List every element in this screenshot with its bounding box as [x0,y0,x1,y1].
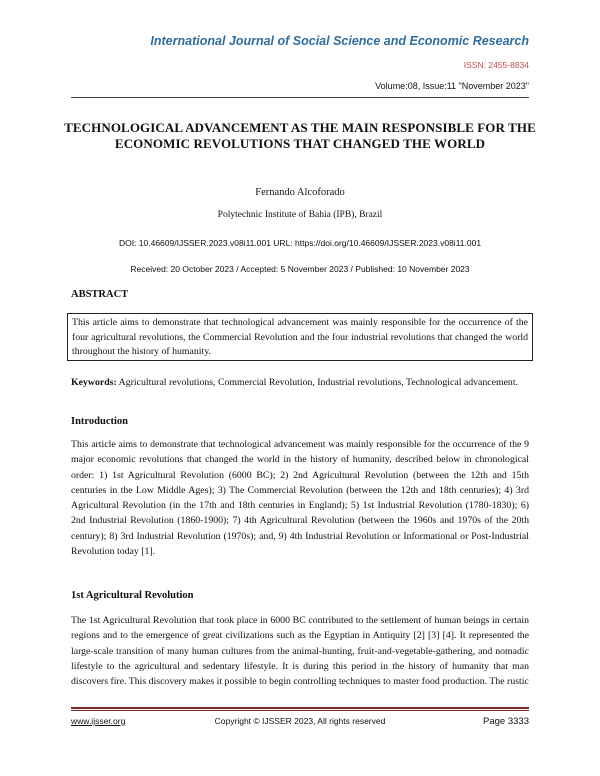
volume-issue: Volume:08, Issue:11 "November 2023" [375,81,529,91]
keywords-text: Agricultural revolutions, Commercial Revolution, Industrial revolutions, Technological advancement. [118,377,518,388]
journal-website-link[interactable]: www.ijsser.org [71,716,126,726]
footer-divider-thin [71,710,529,711]
publication-dates: Received: 20 October 2023 / Accepted: 5 November 2023 / Published: 10 November 2023 [130,264,470,274]
keywords-label: Keywords: [71,377,117,388]
footer-divider [71,707,529,709]
abstract-text: This article aims to demonstrate that technological advancement was mainly responsible for the occurrence of the four agricultural revolutions, the Commercial Revolution and the four industrial revolutions that changed the world throughout the history of humanity. [72,317,528,357]
introduction-heading: Introduction [71,416,128,427]
author-name: Fernando Alcoforado [255,187,345,198]
keywords [71,376,529,391]
header-divider [71,97,529,98]
section-heading-1st-agricultural-revolution: 1st Agricultural Revolution [71,590,194,601]
journal-title: International Journal of Social Science and Economic Research [150,34,529,48]
page-number: Page 3333 [483,716,529,727]
section-text-1st-agricultural-revolution: The 1st Agricultural Revolution that took place in 6000 BC contributed to the settlement of human beings in certain regions and to the emergence of great civilizations such as the Egyptian in Antiquity [2] [3] [4]. It represented the large-scale transition of many human cultures from the animal-hunting, fruit-and-vegetable-gathering, and nomadic lifestyle to the agricultural and sedentary lifestyle. It is during this period in the history of humanity that man discovers fire. This discovery makes it possible to begin controlling techniques to master food production. The rustic [71,615,529,688]
abstract-box [67,313,533,361]
paper-title: TECHNOLOGICAL ADVANCEMENT AS THE MAIN RESPONSIBLE FOR THE ECONOMIC REVOLUTIONS THAT CHANGED THE WORLD [64,120,536,151]
abstract-heading: ABSTRACT [71,289,129,300]
copyright-notice: Copyright © IJSSER 2023, All rights reserved [214,716,386,726]
doi-line: DOI: 10.46609/IJSSER.2023.v08i11.001 URL: https://doi.org/10.46609/IJSSER.2023.v08i11.001 [118,238,482,248]
issn: ISSN: 2455-8834 [463,60,529,70]
author-affiliation: Polytechnic Institute of Bahia (IPB), Brazil [217,210,383,220]
introduction-text: This article aims to demonstrate that technological advancement was mainly responsible for the occurrence of the 9 major economic revolutions that changed the world in the history of humanity, described below in chronological order: 1) 1st Agricultural Revolution (6000 BC); 2) 2nd Agricultural Revolution (between the 12th and 15th centuries in the Low Middle Ages); 3) The Commercial Revolution (between the 12th and 18th centuries); 4) 3rd Agricultural Revolution (in the 17th and 18th centuries in England); 5) 1st Industrial Revolution (1780-1830); 6) 2nd Industrial Revolution (1860-1900); 7) 4th Agricultural Revolution (between the 1960s and 1970s of the 20th century); 8) 3rd Industrial Revolution (1970s); and, 9) 4th Industrial Revolution or Informational or Post-Industrial Revolution today [1]. [71,439,529,558]
